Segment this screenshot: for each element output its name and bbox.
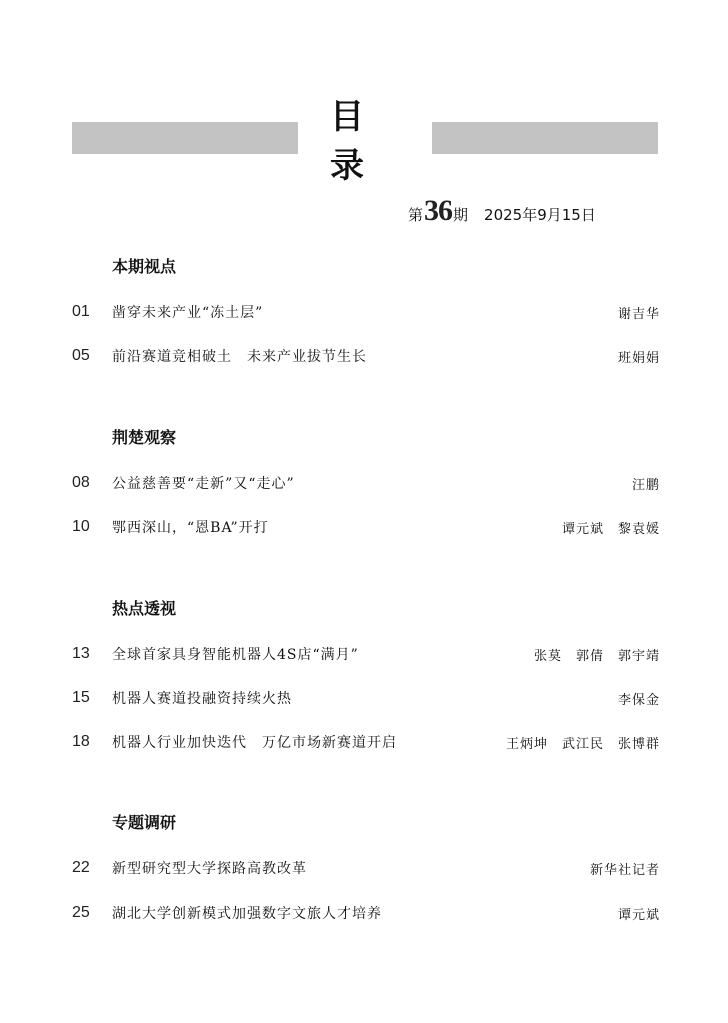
toc-entry[interactable] — [72, 730, 660, 754]
entry-page-number: 13 — [72, 645, 90, 662]
section-title: 本期视点 — [112, 257, 177, 276]
issue-date: 2025年9月15日 — [484, 206, 596, 224]
entry-authors — [534, 645, 660, 664]
issue-line — [408, 194, 596, 228]
entry-author: 谭元斌 — [561, 521, 604, 537]
entry-author: 新华社记者 — [589, 862, 660, 878]
entry-title[interactable]: 新型研究型大学探路高教改革 — [112, 861, 307, 877]
issue-prefix: 第 — [408, 206, 424, 224]
entry-page-number: 25 — [72, 904, 90, 921]
entry-author: 郭倩 — [575, 648, 604, 664]
entry-author: 李保金 — [617, 692, 660, 708]
entry-title[interactable]: 湖北大学创新模式加强数字文旅人才培养 — [112, 906, 382, 922]
entry-title[interactable]: 鄂西深山，“恩BA”开打 — [112, 520, 269, 536]
entry-author: 黎袁媛 — [617, 521, 660, 537]
entry-authors — [618, 904, 660, 923]
entry-author: 谢吉华 — [617, 306, 660, 322]
title-decor-bar-left — [72, 122, 298, 154]
section-title: 热点透视 — [112, 599, 177, 618]
page-title: 目录 — [330, 97, 396, 186]
entry-author: 班娟娟 — [617, 350, 660, 366]
entry-title[interactable]: 全球首家具身智能机器人4S店“满月” — [112, 647, 359, 663]
entry-authors — [506, 733, 660, 752]
entry-title[interactable]: 公益慈善要“走新”又“走心” — [112, 476, 295, 492]
toc-entry[interactable] — [72, 515, 660, 539]
entry-page-number: 05 — [72, 347, 90, 364]
toc-entry[interactable] — [72, 471, 660, 495]
entry-author: 张莫 — [533, 648, 562, 664]
toc-entry[interactable] — [72, 642, 660, 666]
entry-author: 谭元斌 — [617, 907, 660, 923]
entry-authors — [618, 303, 660, 322]
entry-page-number: 15 — [72, 689, 90, 706]
entry-author: 郭宇靖 — [617, 648, 660, 664]
toc-entry[interactable] — [72, 856, 660, 880]
issue-number: 36 — [424, 194, 453, 227]
entry-authors — [562, 518, 660, 537]
toc-entry[interactable] — [72, 344, 660, 368]
entry-title[interactable]: 凿穿未来产业“冻土层” — [112, 305, 264, 321]
entry-page-number: 18 — [72, 733, 90, 750]
entry-author: 张博群 — [617, 736, 660, 752]
entry-title[interactable]: 机器人赛道投融资持续火热 — [112, 691, 292, 707]
entry-author: 汪鹏 — [631, 477, 660, 493]
entry-authors — [632, 474, 660, 493]
entry-authors — [618, 347, 660, 366]
entry-authors — [618, 689, 660, 708]
section-title: 专题调研 — [112, 813, 177, 832]
entry-title[interactable]: 前沿赛道竞相破土 未来产业拔节生长 — [112, 349, 367, 365]
entry-page-number: 22 — [72, 859, 90, 876]
toc-entry[interactable] — [72, 686, 660, 710]
entry-authors — [590, 859, 660, 878]
entry-page-number: 10 — [72, 518, 90, 535]
entry-page-number: 01 — [72, 303, 90, 320]
entry-page-number: 08 — [72, 474, 90, 491]
toc-entry[interactable] — [72, 300, 660, 324]
title-decor-bar-right — [432, 122, 658, 154]
toc-title-bar — [72, 97, 658, 186]
toc-entry[interactable] — [72, 901, 660, 925]
entry-author: 武江民 — [561, 736, 604, 752]
entry-title[interactable]: 机器人行业加快迭代 万亿市场新赛道开启 — [112, 735, 397, 751]
entry-author: 王炳坤 — [505, 736, 548, 752]
section-title: 荆楚观察 — [112, 428, 177, 447]
issue-suffix: 期 — [453, 206, 469, 224]
